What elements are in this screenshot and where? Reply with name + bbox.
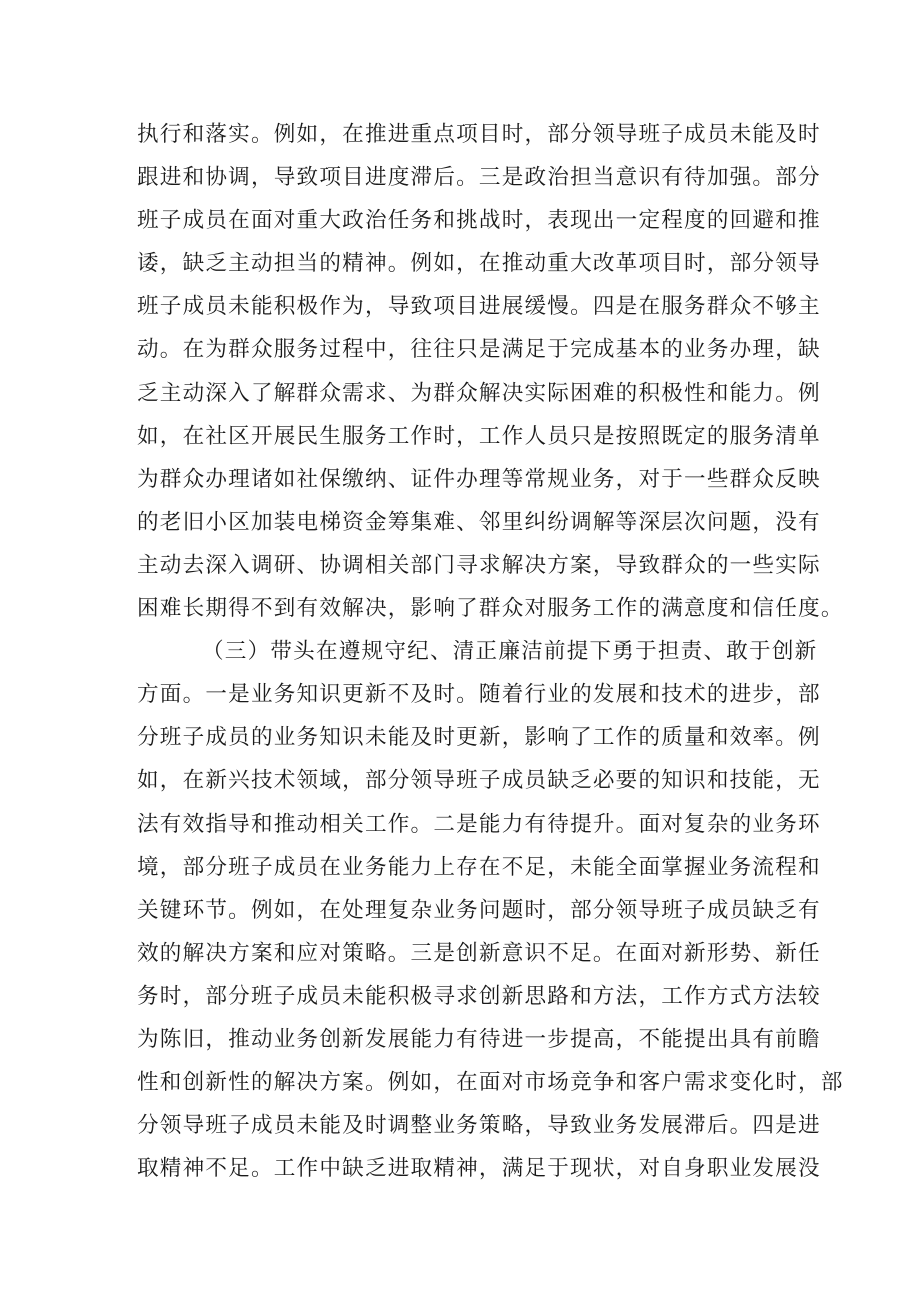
text-line: 为群众办理诸如社保缴纳、证件办理等常规业务，对于一些群众反映 — [137, 466, 821, 492]
text-line: 班子成员未能积极作为，导致项目进展缓慢。四是在服务群众不够主 — [137, 294, 821, 320]
text-line: 法有效指导和推动相关工作。二是能力有待提升。面对复杂的业务环 — [137, 811, 821, 837]
text-line: 效的解决方案和应对策略。三是创新意识不足。在面对新形势、新任 — [137, 940, 821, 966]
text-line: 如，在新兴技术领域，部分领导班子成员缺乏必要的知识和技能，无 — [137, 768, 821, 794]
section-heading-line: （三）带头在遵规守纪、清正廉洁前提下勇于担责、敢于创新 — [202, 639, 818, 665]
text-line: 关键环节。例如，在处理复杂业务问题时，部分领导班子成员缺乏有 — [137, 897, 821, 923]
text-line: 分领导班子成员未能及时调整业务策略，导致业务发展滞后。四是进 — [137, 1113, 821, 1139]
text-line: 境，部分班子成员在业务能力上存在不足，未能全面掌握业务流程和 — [137, 854, 821, 880]
text-line: 执行和落实。例如，在推进重点项目时，部分领导班子成员未能及时 — [137, 122, 821, 147]
text-line: 分班子成员的业务知识未能及时更新，影响了工作的质量和效率。例 — [137, 725, 821, 751]
body-text — [137, 113, 844, 1190]
text-line: 班子成员在面对重大政治任务和挑战时，表现出一定程度的回避和推 — [137, 208, 821, 234]
text-line: 诿，缺乏主动担当的精神。例如，在推动重大改革项目时，部分领导 — [137, 251, 821, 277]
text-line: 的老旧小区加装电梯资金筹集难、邻里纠纷调解等深层次问题，没有 — [137, 509, 821, 535]
text-line: 跟进和协调，导致项目进度滞后。三是政治担当意识有待加强。部分 — [137, 165, 821, 191]
text-line: 动。在为群众服务过程中，往往只是满足于完成基本的业务办理，缺 — [137, 337, 821, 363]
text-line: 方面。一是业务知识更新不及时。随着行业的发展和技术的进步，部 — [137, 682, 821, 708]
text-line: 如，在社区开展民生服务工作时，工作人员只是按照既定的服务清单 — [137, 423, 821, 449]
text-line: 务时，部分班子成员未能积极寻求创新思路和方法，工作方式方法较 — [137, 983, 821, 1009]
text-line: 取精神不足。工作中缺乏进取精神，满足于现状，对自身职业发展没 — [137, 1156, 821, 1182]
text-line: 性和创新性的解决方案。例如，在面对市场竞争和客户需求变化时，部 — [137, 1070, 844, 1096]
text-line: 主动去深入调研、协调相关部门寻求解决方案，导致群众的一些实际 — [137, 552, 821, 578]
text-line: 为陈旧，推动业务创新发展能力有待进一步提高，不能提出具有前瞻 — [137, 1026, 821, 1052]
text-line: 困难长期得不到有效解决，影响了群众对服务工作的满意度和信任度。 — [137, 596, 844, 622]
text-line: 乏主动深入了解群众需求、为群众解决实际困难的积极性和能力。例 — [137, 380, 821, 406]
